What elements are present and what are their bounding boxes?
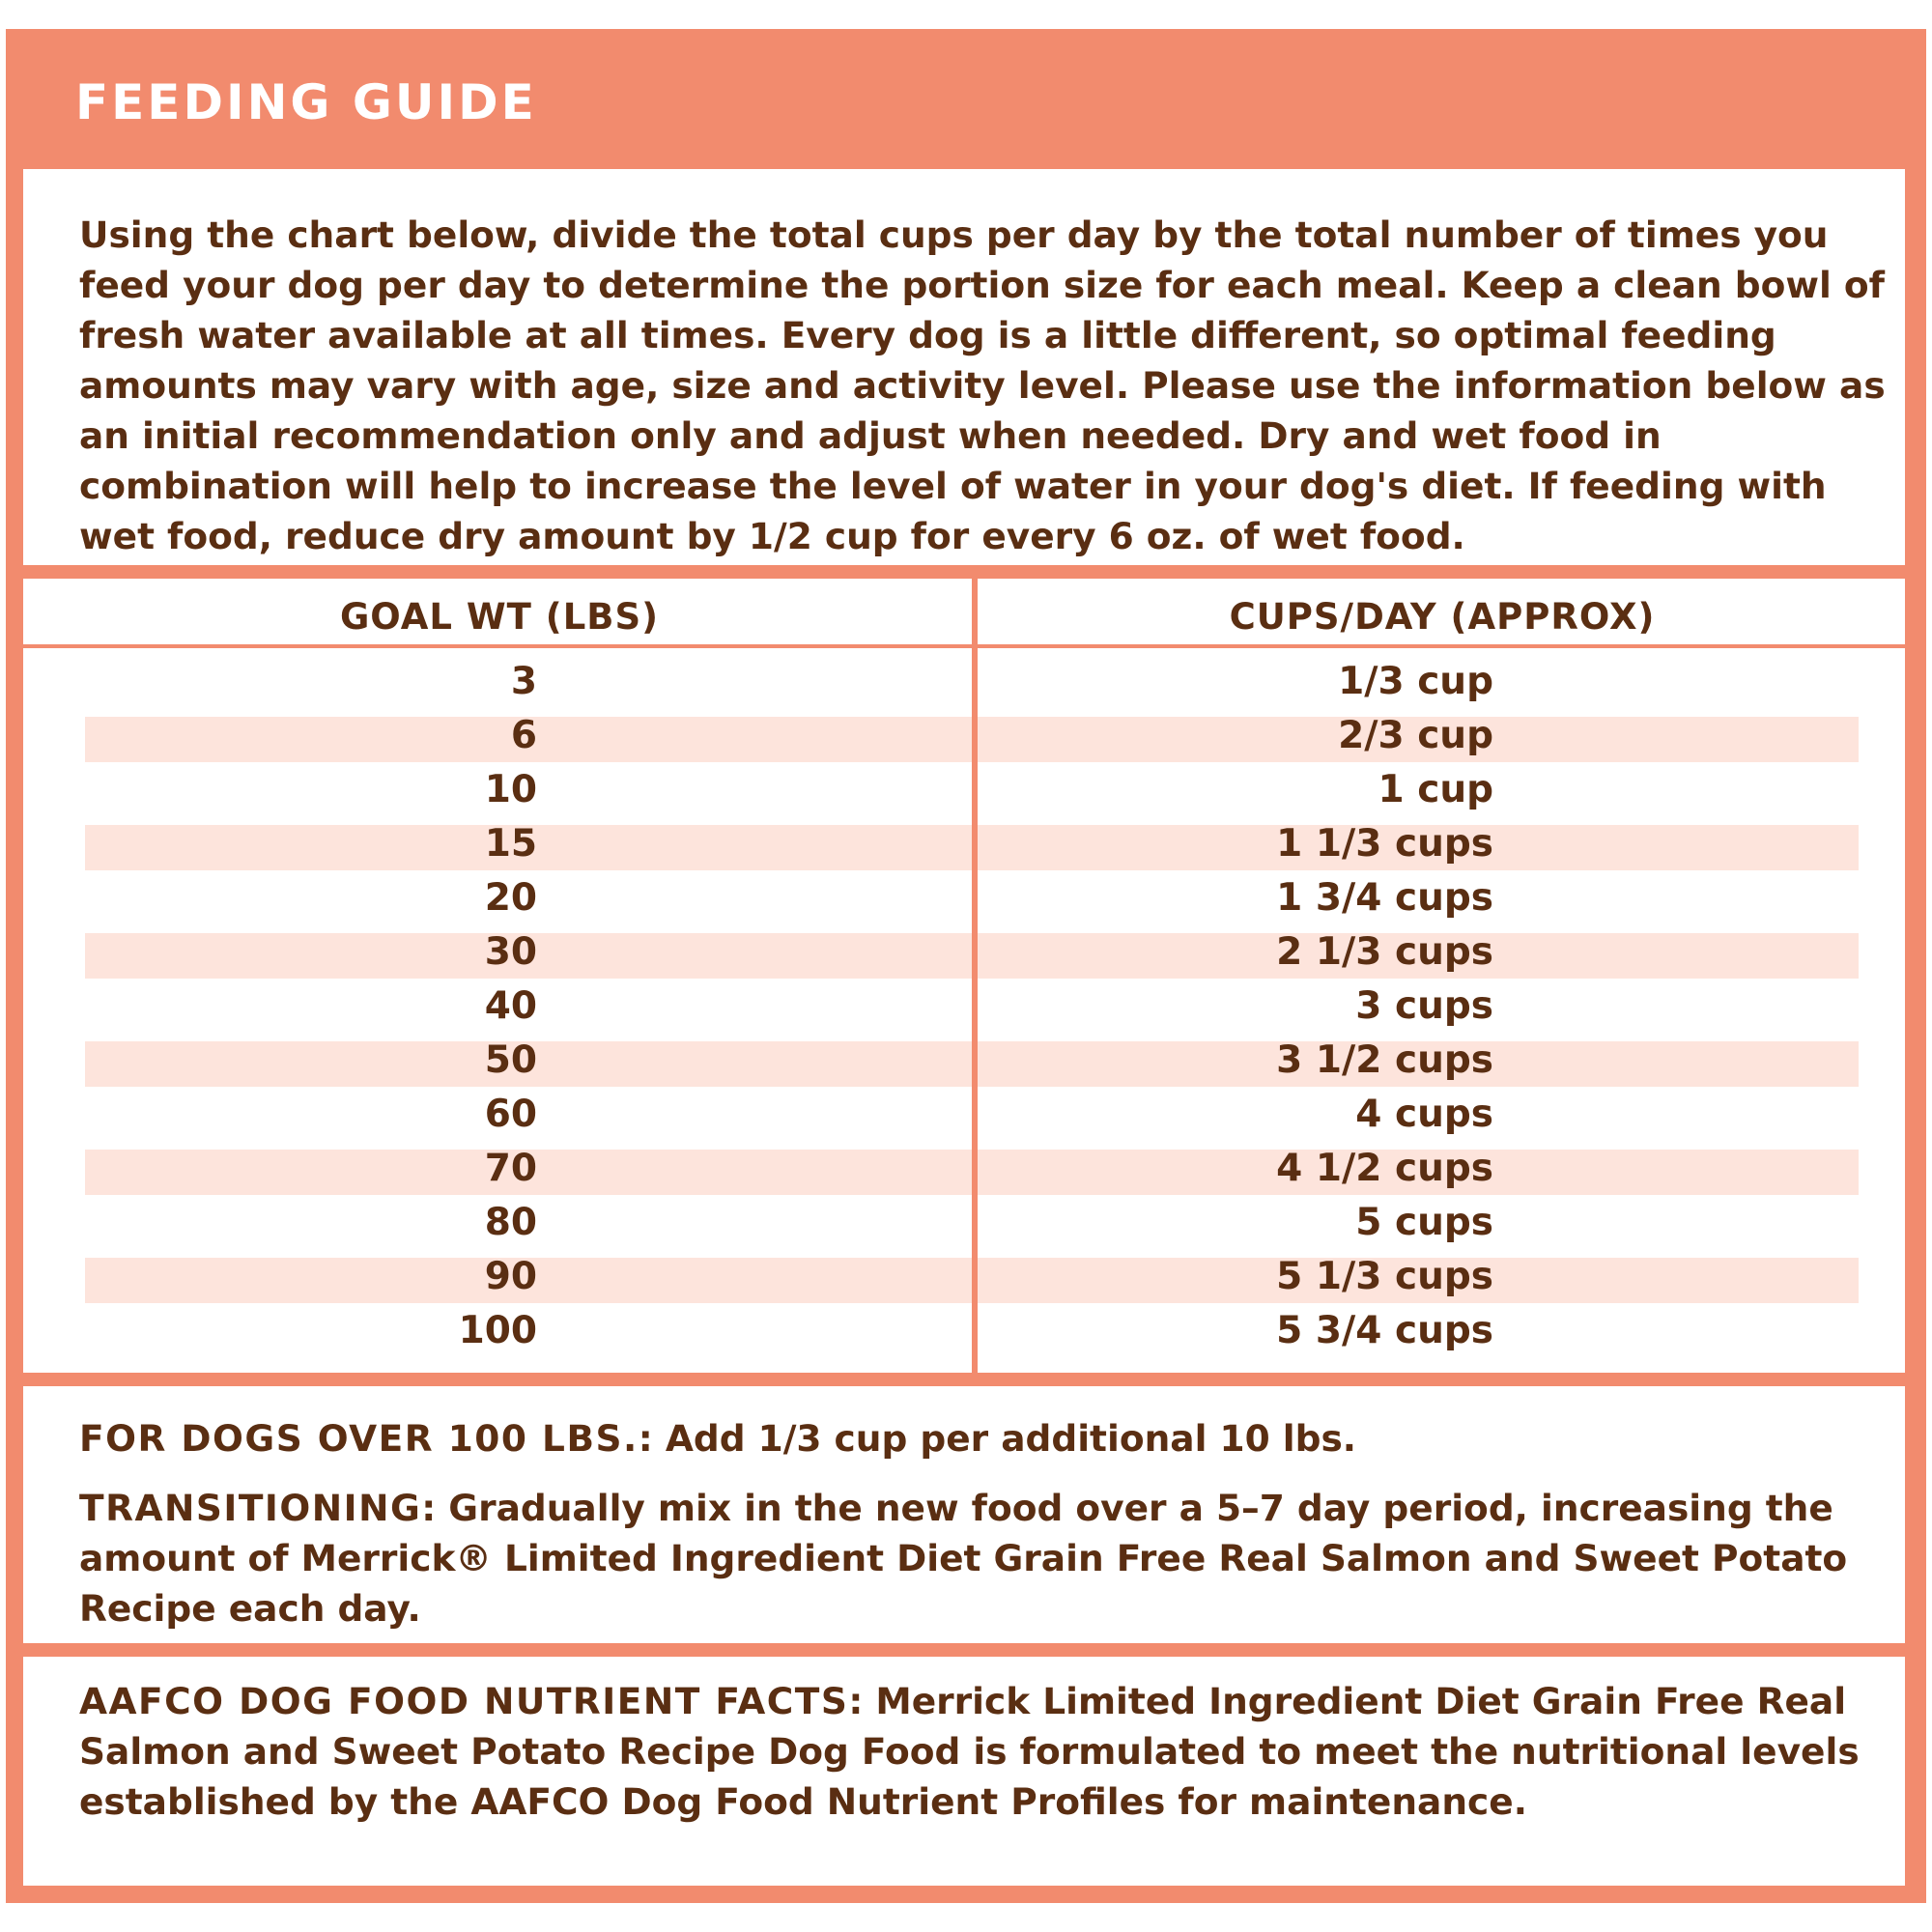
- cups-cell: 1 cup: [1378, 768, 1493, 811]
- over-100-text: : Add 1/3 cup per additional 10 lbs.: [638, 1417, 1357, 1460]
- weight-cell: 30: [484, 930, 537, 974]
- table-row: [23, 1306, 1905, 1360]
- table-row: [23, 981, 1905, 1036]
- transition-note: [79, 1483, 1886, 1634]
- weight-cell: 50: [484, 1038, 537, 1082]
- cups-cell: 4 cups: [1355, 1093, 1493, 1136]
- weight-cell: 40: [484, 984, 537, 1028]
- cups-cell: 3 1/2 cups: [1276, 1038, 1493, 1082]
- weight-cell: 3: [510, 660, 537, 703]
- weight-cell: 60: [484, 1093, 537, 1136]
- table-row: [23, 1144, 1905, 1198]
- cups-cell: 3 cups: [1355, 984, 1493, 1028]
- over-100-note: [79, 1413, 1886, 1463]
- notes-panel: [23, 1386, 1905, 1643]
- table-row: [23, 1198, 1905, 1252]
- weight-cell: 20: [484, 876, 537, 920]
- transition-label: TRANSITIONING: [79, 1487, 422, 1529]
- table-row: [23, 927, 1905, 981]
- cups-cell: 5 1/3 cups: [1276, 1255, 1493, 1298]
- page-title: FEEDING GUIDE: [75, 74, 537, 130]
- intro-text: Using the chart below, divide the total cups per day by the total number of times you feed your dog per day to determine the portion size for each meal. Keep a clean bowl of fresh water available at all times. Every dog is a little different, so optimal feeding amounts may vary with age, size and activity level. Please use the information below as an initial recommendation only and adjust when needed. Dry and wet food in combination will help to increase the level of water in your dog's diet. If feeding with wet food, reduce dry amount by 1/2 cup for every 6 oz. of wet food.: [79, 213, 1886, 557]
- intro-panel: [23, 169, 1905, 565]
- table-row: [23, 657, 1905, 711]
- feeding-guide-card: [6, 29, 1926, 1903]
- card-header: [6, 29, 1926, 169]
- table-row: [23, 1036, 1905, 1090]
- table-body: [23, 657, 1905, 1360]
- table-row: [23, 873, 1905, 927]
- table-row: [23, 1252, 1905, 1306]
- cups-cell: 2/3 cup: [1338, 714, 1493, 757]
- over-100-label: FOR DOGS OVER 100 LBS.: [79, 1417, 639, 1460]
- aafco-panel: [23, 1657, 1905, 1886]
- column-header-cups: CUPS/DAY (APPROX): [1229, 596, 1656, 638]
- aafco-text: : Merrick Limited Ingredient Diet Grain Free Real Salmon and Sweet Potato Recipe Dog Food is formulated to meet the nutritional levels established by the AAFCO Dog Food Nutrient Profiles for maintenance.: [79, 1680, 1860, 1823]
- weight-cell: 15: [484, 822, 537, 866]
- cups-cell: 1 1/3 cups: [1276, 822, 1493, 866]
- weight-cell: 100: [458, 1309, 537, 1352]
- weight-cell: 10: [484, 768, 537, 811]
- column-header-weight: GOAL WT (LBS): [339, 596, 660, 638]
- weight-cell: 6: [510, 714, 537, 757]
- cups-cell: 5 3/4 cups: [1276, 1309, 1493, 1352]
- table-row: [23, 1090, 1905, 1144]
- aafco-note: [79, 1676, 1886, 1827]
- table-row: [23, 711, 1905, 765]
- feeding-table: [23, 579, 1905, 1373]
- table-row: [23, 819, 1905, 873]
- aafco-label: AAFCO DOG FOOD NUTRIENT FACTS: [79, 1680, 849, 1722]
- weight-cell: 80: [484, 1201, 537, 1244]
- weight-cell: 90: [484, 1255, 537, 1298]
- table-row: [23, 765, 1905, 819]
- table-header: [23, 579, 1905, 648]
- cups-cell: 1 3/4 cups: [1276, 876, 1493, 920]
- transition-text: : Gradually mix in the new food over a 5–7 day period, increasing the amount of Merrick® Limited Ingredient Diet Grain Free Real Salmon and Sweet Potato Recipe each day.: [79, 1487, 1848, 1630]
- cups-cell: 2 1/3 cups: [1276, 930, 1493, 974]
- cups-cell: 1/3 cup: [1338, 660, 1493, 703]
- weight-cell: 70: [484, 1147, 537, 1190]
- cups-cell: 5 cups: [1355, 1201, 1493, 1244]
- cups-cell: 4 1/2 cups: [1276, 1147, 1493, 1190]
